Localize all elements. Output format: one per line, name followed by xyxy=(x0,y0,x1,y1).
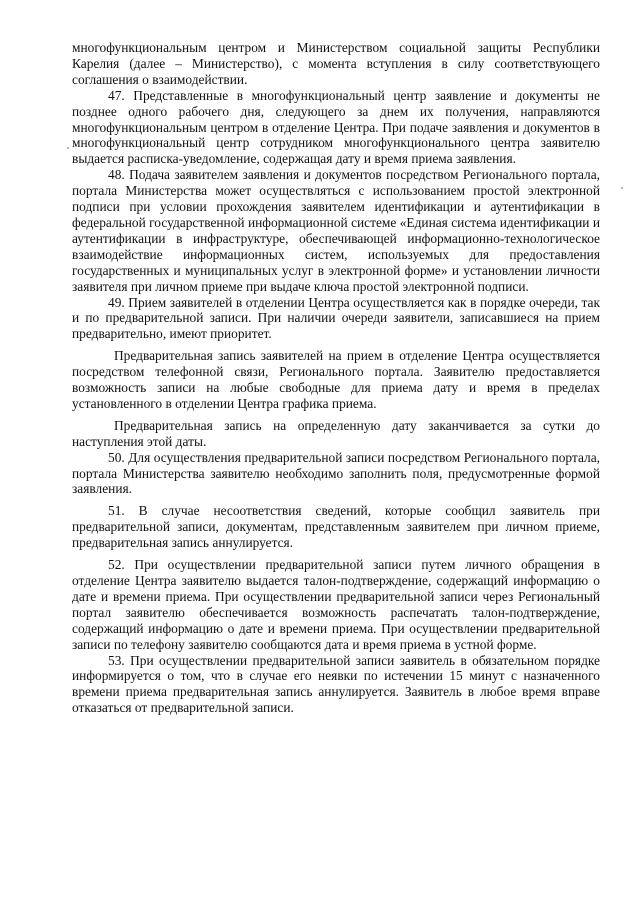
paragraph-47: 47. Представленные в многофункциональный центр заявление и документы не позднее одного рабочего дня, следующего за днем их получения, направляются многофункциональным центром в отделение Центра. При подаче заявления и документов в многофункциональный центр сотрудником многофункционального центра заявителю выдается расписка-уведомление, содержащая дату и время приема заявления. xyxy=(72,87,600,167)
paragraph-48: 48. Подача заявителем заявления и документов посредством Регионального портала, портала Министерства может осуществляться с использованием простой электронной подписи при условии прохождения заявителем идентификации и аутентификации в федеральной государственной информационной системе «Единая система идентификации и аутентификации в инфраструктуре, обеспечивающей информационно-технологическое взаимодействие информационных систем, используемых для предоставления государственных и муниципальных услуг в электронной форме» и установлении личности заявителя при личном приеме при выдаче ключа простой электронной подписи. xyxy=(72,167,600,294)
paragraph-53: 53. При осуществлении предварительной записи заявитель в обязательном порядке информируется о том, что в случае его неявки по истечении 15 минут с назначенного времени приема предварительная запись аннулируется. Заявитель в любое время вправе отказаться от предварительной записи. xyxy=(72,652,600,716)
paragraph-49-appointment: Предварительная запись заявителей на прием в отделение Центра осуществляется посредством телефонной связи, Регионального портала. Заявителю предоставляется возможность записи на любые свободные для приема дату и время в пределах установленного в отделении Центра графика приема. xyxy=(72,348,600,411)
paragraph-49: 49. Прием заявителей в отделении Центра осуществляется как в порядке очереди, так и по предварительной записи. При наличии очереди заявители, записавшиеся на прием предварительно, имеют приоритет. xyxy=(72,294,600,342)
scan-speck xyxy=(621,187,623,189)
paragraph-50: 50. Для осуществления предварительной записи посредством Регионального портала, портала Министерства заявителю необходимо заполнить поля, предусмотренные формой заявления. xyxy=(72,449,600,497)
paragraph-51: 51. В случае несоответствия сведений, которые сообщил заявитель при предварительной записи, документам, представленным заявителем при личном приеме, предварительная запись аннулируется. xyxy=(72,503,600,551)
paragraph-49-deadline: Предварительная запись на определенную дату заканчивается за сутки до наступления этой даты. xyxy=(72,417,600,449)
document-page xyxy=(72,40,600,716)
scan-speck xyxy=(67,147,69,149)
paragraph-continuation: многофункциональным центром и Министерством социальной защиты Республики Карелия (далее – Министерство), с момента вступления в силу соответствующего соглашения о взаимодействии. xyxy=(72,40,600,87)
paragraph-52: 52. При осуществлении предварительной записи путем личного обращения в отделение Центра заявителю выдается талон-подтверждение, содержащий информацию о дате и времени приема. При осуществлении предварительной записи через Региональный портал заявителю обеспечивается возможность распечатать талон-подтверждение, содержащий информацию о дате и времени приема. При осуществлении предварительной записи по телефону заявителю сообщаются дата и время приема в устной форме. xyxy=(72,557,600,652)
